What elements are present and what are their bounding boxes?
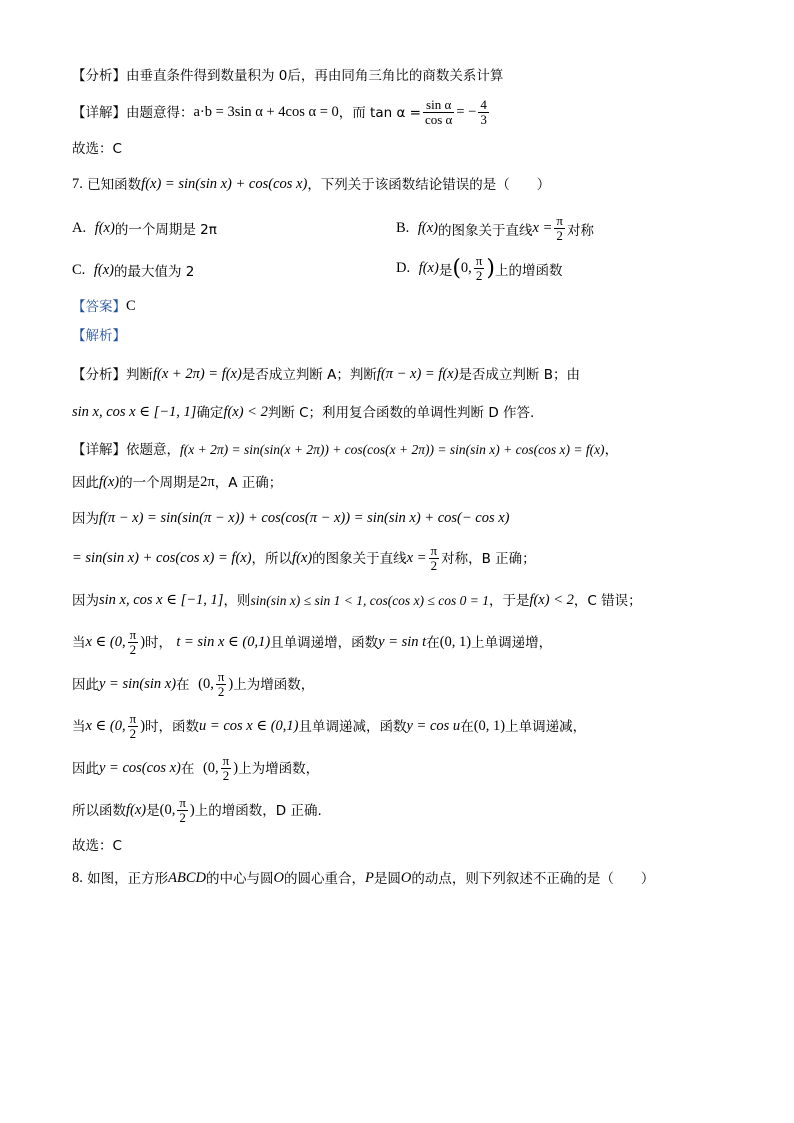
detail-e3: y = sin t	[378, 634, 427, 651]
answer-value: C	[126, 298, 136, 314]
option-text: 的图象关于直线	[438, 222, 533, 239]
analysis-e1: f(x + 2π) = f(x)	[153, 366, 242, 382]
question-post: ，下列关于该函数结论错误的是（ ）	[307, 176, 551, 193]
frac-num: π	[129, 711, 137, 726]
detail-e1: = sin(sin x) + cos(cos x) = f(x)	[72, 550, 252, 567]
frac-den: 2	[556, 228, 563, 244]
analysis-line-1	[72, 68, 754, 84]
detail-t5: 上单调递减，	[505, 718, 587, 735]
detail-e1: y = cos(cos x)	[99, 760, 181, 777]
detail-e2: sin(sin x) ≤ sin 1 < 1, cos(cos x) ≤ cos 0 = 1	[250, 592, 489, 608]
frac-den: 2	[217, 684, 225, 700]
question-number: 8.	[72, 870, 83, 886]
question-8	[72, 870, 754, 887]
detail-e3: x =	[406, 550, 427, 567]
paren-left: (	[452, 255, 461, 281]
option-text: 的最大值为 2	[114, 264, 195, 280]
option-func: f(x)	[94, 219, 115, 236]
frac-num: 4	[480, 97, 487, 112]
detail-eq: a·b = 3sin α + 4cos α = 0	[193, 104, 339, 121]
option-c	[72, 260, 194, 280]
detail-t1: 因为	[72, 510, 99, 527]
pi-half-fraction	[221, 754, 232, 784]
detail-e2: f(x)	[292, 550, 313, 567]
detail-t4: ，C 错误；	[573, 592, 642, 609]
option-func: f(x)	[418, 260, 439, 277]
detail-e1b: )	[140, 634, 146, 651]
frac-num: π	[556, 213, 563, 228]
frac-den: 3	[480, 112, 487, 128]
analysis-text: 由垂直条件得到数量积为 0后，再由同角三角比的商数关系计算	[126, 68, 504, 84]
detail-line-3	[72, 474, 754, 491]
option-text-end: 对称	[566, 222, 594, 239]
question-t1: 如图，正方形	[87, 870, 169, 887]
frac-num: sin α	[426, 97, 452, 112]
question-7	[72, 176, 754, 193]
analysis-tag: 【分析】	[72, 366, 126, 383]
frac-num: π	[475, 253, 483, 268]
detail-t2: 在	[180, 760, 195, 777]
detail-t3: 对称，B 正确；	[441, 550, 536, 567]
detail-line-2	[72, 442, 754, 458]
detail-t3: 上的增函数，D 正确.	[194, 802, 322, 819]
detail-t3: ，A 正确；	[214, 474, 283, 491]
detail-t2: 是	[146, 802, 160, 819]
option-text: 是	[438, 262, 453, 279]
option-text: 的一个周期是 2π	[114, 222, 217, 238]
detail-e2: (0,	[198, 676, 214, 693]
detail-e1: x ∈ (0,	[85, 718, 126, 735]
choose-line-1: 故选：C	[72, 141, 122, 157]
question-t5: 的动点，则下列叙述不正确的是（ ）	[411, 870, 655, 887]
detail-e1: y = sin(sin x)	[99, 676, 177, 693]
frac-num: π	[222, 753, 230, 768]
detail-t3: 且单调递减，函数	[298, 718, 407, 735]
detail-line-7	[72, 628, 754, 658]
pi-half-fraction	[216, 670, 227, 700]
detail-t2: 时，	[145, 634, 173, 651]
detail-e2: (0,	[159, 802, 176, 819]
detail-t2: 的一个周期是	[119, 474, 201, 491]
detail-t1: 依题意，	[126, 442, 180, 458]
ratio-fraction	[478, 98, 489, 128]
detail-line-6	[72, 592, 754, 609]
paren-right: )	[486, 255, 495, 281]
frac-den: cos α	[424, 112, 453, 128]
pi-half-fraction	[128, 712, 139, 742]
detail-e2: (0,	[202, 760, 219, 777]
frac-den: 2	[430, 558, 438, 574]
detail-t2: ，	[604, 442, 619, 458]
detail-t1: 因此	[72, 676, 99, 693]
pi-half-fraction	[128, 628, 139, 658]
detail-e1: f(x)	[99, 474, 120, 490]
detail-t2: 在	[176, 676, 190, 693]
option-label: B.	[396, 220, 410, 237]
detail-line-9	[72, 712, 754, 742]
detail-e1: x ∈ (0,	[85, 634, 126, 651]
detail-eq2: = −	[456, 104, 477, 121]
frac-den: 2	[179, 810, 186, 826]
detail-t1: 因此	[72, 474, 99, 491]
analysis-line-3	[72, 404, 754, 421]
option-var: x =	[532, 220, 553, 237]
question-e1: ABCD	[168, 870, 207, 886]
detail-t3: ，于是	[488, 592, 530, 609]
detail-e3: y = cos u	[406, 718, 461, 735]
detail-e1: f(x + 2π) = sin(sin(x + 2π)) + cos(cos(x + 2π)) = sin(sin x) + cos(cos x) = f(x)	[180, 442, 605, 457]
option-a	[72, 218, 217, 238]
analysis-line-2	[72, 366, 754, 383]
interval-start: 0,	[460, 260, 472, 277]
detail-e4: (0, 1)	[473, 718, 506, 735]
tan-fraction	[423, 98, 454, 128]
frac-den: 2	[475, 268, 483, 284]
detail-t3: 上为增函数，	[233, 676, 315, 693]
detail-t1: 因此	[72, 760, 99, 777]
frac-den: 2	[222, 768, 230, 784]
pi-half-fraction	[554, 214, 565, 244]
frac-den: 2	[129, 642, 137, 658]
detail-t1: 当	[72, 718, 86, 735]
question-t4: 是圆	[373, 870, 401, 887]
detail-e1: f(x)	[126, 802, 147, 819]
detail-e3: f(x) < 2	[529, 592, 574, 608]
detail-t1: ，所以	[251, 550, 293, 567]
question-t3: 的圆心重合，	[284, 870, 366, 887]
frac-den: 2	[129, 726, 137, 742]
detail-line-8	[72, 670, 754, 700]
detail-e2: t = sin x ∈ (0,1)	[176, 634, 271, 651]
analysis-e2: f(π − x) = f(x)	[376, 366, 459, 382]
answer-tag: 【答案】	[72, 298, 126, 315]
detail-e1: sin x, cos x ∈ [−1, 1]	[99, 592, 224, 608]
pi-half-fraction	[429, 544, 440, 574]
detail-e2b: )	[189, 802, 195, 819]
detail-tag: 【详解】	[72, 104, 126, 121]
analysis-t2: 是否成立判断 A；判断	[241, 366, 377, 383]
question-t2: 的中心与圆	[206, 870, 274, 887]
analysis-e1: sin x, cos x ∈ [−1, 1]	[72, 404, 197, 420]
option-label: A.	[72, 219, 87, 236]
analysis-t1: 确定	[196, 404, 224, 421]
option-label: D.	[396, 260, 411, 277]
detail-t3: 且单调递增，函数	[270, 634, 379, 651]
option-func: f(x)	[93, 261, 115, 278]
detail-line-1	[72, 98, 754, 128]
detail-t2: 的图象关于直线	[312, 550, 407, 567]
detail-line-5	[72, 544, 754, 574]
detail-t1: 因为	[72, 592, 99, 609]
analysis-t1: 判断	[126, 366, 153, 383]
analysis-tag: 【分析】	[72, 68, 126, 84]
frac-num: π	[430, 543, 438, 558]
detail-t2: ，则	[223, 592, 251, 609]
detail-e1: f(π − x) = sin(sin(π − x)) + cos(cos(π − x)) = sin(sin x) + cos(− cos x)	[99, 510, 510, 526]
detail-t2: 时，函数	[145, 718, 200, 735]
detail-t1: 当	[72, 634, 86, 651]
detail-e2: u = cos x ∈ (0,1)	[199, 718, 299, 735]
pi-half-fraction	[474, 254, 485, 284]
analysis-t2: 判断 C；利用复合函数的单调性判断 D 作答.	[267, 404, 535, 421]
option-label: C.	[72, 261, 86, 278]
question-number: 7.	[72, 176, 83, 192]
frac-num: π	[217, 669, 225, 684]
solution-heading	[72, 328, 754, 344]
question-e3: P	[365, 870, 374, 886]
choose-line-2: 故选：C	[72, 838, 122, 854]
frac-num: π	[179, 795, 186, 810]
detail-line-10	[72, 754, 754, 784]
detail-line-4	[72, 510, 754, 527]
detail-t5: 上单调递增，	[471, 634, 553, 651]
analysis-t3: 是否成立判断 B；由	[458, 366, 580, 383]
detail-mid: ，而 tan α =	[338, 104, 421, 121]
answer-line	[72, 298, 754, 315]
question-e4: O	[400, 870, 412, 886]
option-text-end: 上的增函数	[494, 262, 563, 279]
detail-e2b: )	[228, 676, 234, 693]
pi-half-fraction	[177, 796, 188, 826]
detail-t1: 所以函数	[72, 802, 126, 819]
detail-e2b: )	[233, 760, 239, 777]
option-b	[396, 214, 594, 244]
question-pre: 已知函数	[87, 176, 142, 193]
detail-e4: (0, 1)	[439, 634, 472, 651]
detail-tag: 【详解】	[72, 442, 126, 458]
detail-t3: 上为增函数，	[238, 760, 320, 777]
option-func: f(x)	[417, 220, 439, 237]
detail-t4: 在	[426, 634, 440, 651]
option-d	[396, 254, 562, 284]
detail-pre: 由题意得：	[126, 104, 194, 121]
detail-line-11	[72, 796, 754, 826]
analysis-e2: f(x) < 2	[223, 404, 268, 420]
solution-tag: 【解析】	[72, 328, 126, 344]
detail-t4: 在	[460, 718, 474, 735]
detail-e2: 2π	[200, 474, 215, 490]
frac-num: π	[129, 627, 137, 642]
detail-e1b: )	[140, 718, 146, 735]
question-function: f(x) = sin(sin x) + cos(cos x)	[141, 176, 308, 192]
question-e2: O	[273, 870, 285, 886]
